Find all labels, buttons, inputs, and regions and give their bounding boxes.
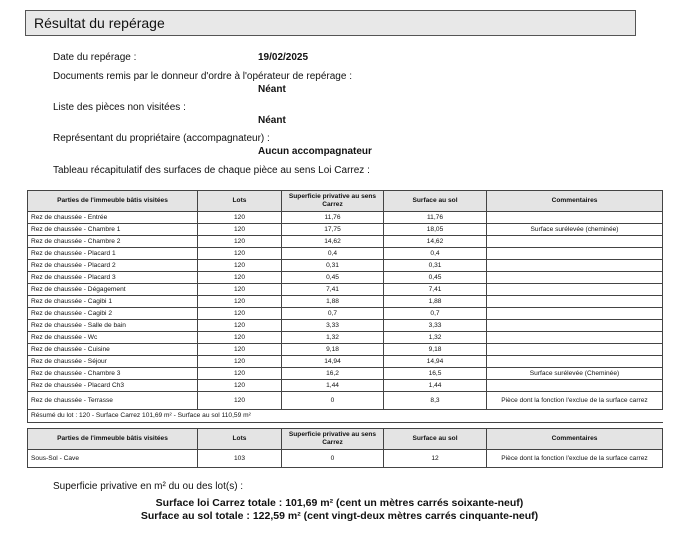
cell-room: Rez de chaussée - Terrasse [28, 392, 198, 410]
cell-carrez: 1,88 [282, 296, 384, 308]
cell-room: Rez de chaussée - Placard 1 [28, 248, 198, 260]
cell-surface-sol: 18,05 [384, 224, 487, 236]
cell-carrez: 0,7 [282, 308, 384, 320]
cell-comment: Surface surélevée (Cheminée) [487, 368, 663, 380]
cell-room: Rez de chaussée - Chambre 1 [28, 224, 198, 236]
cell-carrez: 0,45 [282, 272, 384, 284]
cell-room: Rez de chaussée - Cagibi 1 [28, 296, 198, 308]
table-row [28, 284, 663, 296]
carrez-total: Surface loi Carrez totale : 101,69 m² (cent un mètres carrés soixante-neuf) [155, 497, 524, 509]
cell-comment [487, 344, 663, 356]
cell-lot: 120 [198, 356, 282, 368]
cell-carrez: 1,32 [282, 332, 384, 344]
cell-carrez: 14,62 [282, 236, 384, 248]
cave-table [27, 428, 663, 468]
cell-surface-sol: 11,76 [384, 212, 487, 224]
table-row [28, 392, 663, 410]
cell-comment: Surface surélevée (cheminée) [487, 224, 663, 236]
cell-room: Rez de chaussée - Wc [28, 332, 198, 344]
header-surface-sol: Surface au sol [384, 429, 487, 450]
cell-comment [487, 272, 663, 284]
cell-lot: 120 [198, 380, 282, 392]
section-title: Résultat du repérage [25, 10, 636, 36]
cell-comment [487, 248, 663, 260]
table-row [28, 368, 663, 380]
cell-lot: 120 [198, 272, 282, 284]
totals-label: Superficie privative en m² du ou des lot(s) : [53, 481, 244, 492]
header-comments: Commentaires [487, 191, 663, 212]
cell-lot: 120 [198, 224, 282, 236]
cell-room: Sous-Sol - Cave [28, 450, 198, 468]
cell-surface-sol: 1,32 [384, 332, 487, 344]
cell-room: Rez de chaussée - Placard 2 [28, 260, 198, 272]
cell-room: Rez de chaussée - Chambre 3 [28, 368, 198, 380]
cell-carrez: 0 [282, 392, 384, 410]
date-label: Date du repérage : [53, 52, 137, 63]
table-row [28, 272, 663, 284]
cell-comment [487, 284, 663, 296]
cell-carrez: 9,18 [282, 344, 384, 356]
table-row [28, 308, 663, 320]
cell-comment: Pièce dont la fonction l'exclue de la surface carrez [487, 450, 663, 468]
cell-lot: 120 [198, 344, 282, 356]
header-parts: Parties de l'immeuble bâtis visitées [28, 429, 198, 450]
cell-lot: 120 [198, 248, 282, 260]
table-row [28, 260, 663, 272]
table-row [28, 248, 663, 260]
cell-room: Rez de chaussée - Chambre 2 [28, 236, 198, 248]
cell-comment [487, 296, 663, 308]
cell-surface-sol: 1,44 [384, 380, 487, 392]
cell-carrez: 0,31 [282, 260, 384, 272]
cell-comment: Pièce dont la fonction l'exclue de la surface carrez [487, 392, 663, 410]
header-surface-sol: Surface au sol [384, 191, 487, 212]
date-value: 19/02/2025 [258, 52, 309, 63]
cell-surface-sol: 14,62 [384, 236, 487, 248]
header-carrez: Superficie privative au sens Carrez [282, 429, 384, 450]
cell-carrez: 0,4 [282, 248, 384, 260]
unvisited-rooms-value: Néant [258, 115, 286, 126]
cell-comment [487, 380, 663, 392]
header-lots: Lots [198, 191, 282, 212]
cell-comment [487, 236, 663, 248]
cell-comment [487, 320, 663, 332]
table-row [28, 224, 663, 236]
cell-lot: 120 [198, 236, 282, 248]
header-comments: Commentaires [487, 429, 663, 450]
cell-room: Rez de chaussée - Cagibi 2 [28, 308, 198, 320]
representative-value: Aucun accompagnateur [258, 146, 372, 157]
cell-room: Rez de chaussée - Placard 3 [28, 272, 198, 284]
cell-lot: 120 [198, 392, 282, 410]
table-row [28, 212, 663, 224]
cell-surface-sol: 0,4 [384, 248, 487, 260]
table-row [28, 380, 663, 392]
cell-carrez: 0 [282, 450, 384, 468]
cell-comment [487, 332, 663, 344]
cell-lot: 120 [198, 308, 282, 320]
table-row [28, 296, 663, 308]
header-lots: Lots [198, 429, 282, 450]
cell-comment [487, 308, 663, 320]
cell-surface-sol: 9,18 [384, 344, 487, 356]
cell-surface-sol: 0,45 [384, 272, 487, 284]
cell-surface-sol: 16,5 [384, 368, 487, 380]
cell-room: Rez de chaussée - Salle de bain [28, 320, 198, 332]
cell-room: Rez de chaussée - Cuisine [28, 344, 198, 356]
table-row [28, 356, 663, 368]
cell-surface-sol: 14,94 [384, 356, 487, 368]
cell-lot: 120 [198, 368, 282, 380]
table-intro: Tableau récapitulatif des surfaces de chaque pièce au sens Loi Carrez : [53, 165, 370, 176]
cell-surface-sol: 1,88 [384, 296, 487, 308]
cell-lot: 120 [198, 320, 282, 332]
table-header-row [28, 429, 663, 450]
cell-room: Rez de chaussée - Entrée [28, 212, 198, 224]
table-row [28, 450, 663, 468]
cell-lot: 120 [198, 260, 282, 272]
cell-comment [487, 212, 663, 224]
cell-room: Rez de chaussée - Placard Ch3 [28, 380, 198, 392]
cell-room: Rez de chaussée - Dégagement [28, 284, 198, 296]
representative-label: Représentant du propriétaire (accompagnateur) : [53, 133, 270, 144]
cell-carrez: 1,44 [282, 380, 384, 392]
header-parts: Parties de l'immeuble bâtis visitées [28, 191, 198, 212]
table-row [28, 344, 663, 356]
cell-surface-sol: 7,41 [384, 284, 487, 296]
documents-label: Documents remis par le donneur d'ordre à l'opérateur de repérage : [53, 71, 352, 82]
cell-surface-sol: 3,33 [384, 320, 487, 332]
lot-summary-row [28, 410, 663, 423]
header-carrez: Superficie privative au sens Carrez [282, 191, 384, 212]
cell-carrez: 3,33 [282, 320, 384, 332]
cell-room: Rez de chaussée - Séjour [28, 356, 198, 368]
documents-value: Néant [258, 84, 286, 95]
cell-carrez: 17,75 [282, 224, 384, 236]
unvisited-rooms-label: Liste des pièces non visitées : [53, 102, 186, 113]
cell-surface-sol: 0,7 [384, 308, 487, 320]
cell-carrez: 16,2 [282, 368, 384, 380]
floor-surface-total: Surface au sol totale : 122,59 m² (cent vingt-deux mètres carrés cinquante-neuf) [140, 510, 539, 522]
table-row [28, 332, 663, 344]
cell-comment [487, 356, 663, 368]
table-row [28, 236, 663, 248]
cell-lot: 120 [198, 296, 282, 308]
cell-lot: 103 [198, 450, 282, 468]
cell-carrez: 14,94 [282, 356, 384, 368]
cell-surface-sol: 0,31 [384, 260, 487, 272]
cell-lot: 120 [198, 332, 282, 344]
cell-comment [487, 260, 663, 272]
lot-summary: Résumé du lot : 120 - Surface Carrez 101,69 m² - Surface au sol 110,59 m² [28, 410, 663, 423]
surfaces-table [27, 190, 663, 423]
cell-surface-sol: 12 [384, 450, 487, 468]
table-header-row [28, 191, 663, 212]
cell-lot: 120 [198, 212, 282, 224]
table-row [28, 320, 663, 332]
cell-surface-sol: 8,3 [384, 392, 487, 410]
cell-carrez: 7,41 [282, 284, 384, 296]
cell-carrez: 11,76 [282, 212, 384, 224]
cell-lot: 120 [198, 284, 282, 296]
